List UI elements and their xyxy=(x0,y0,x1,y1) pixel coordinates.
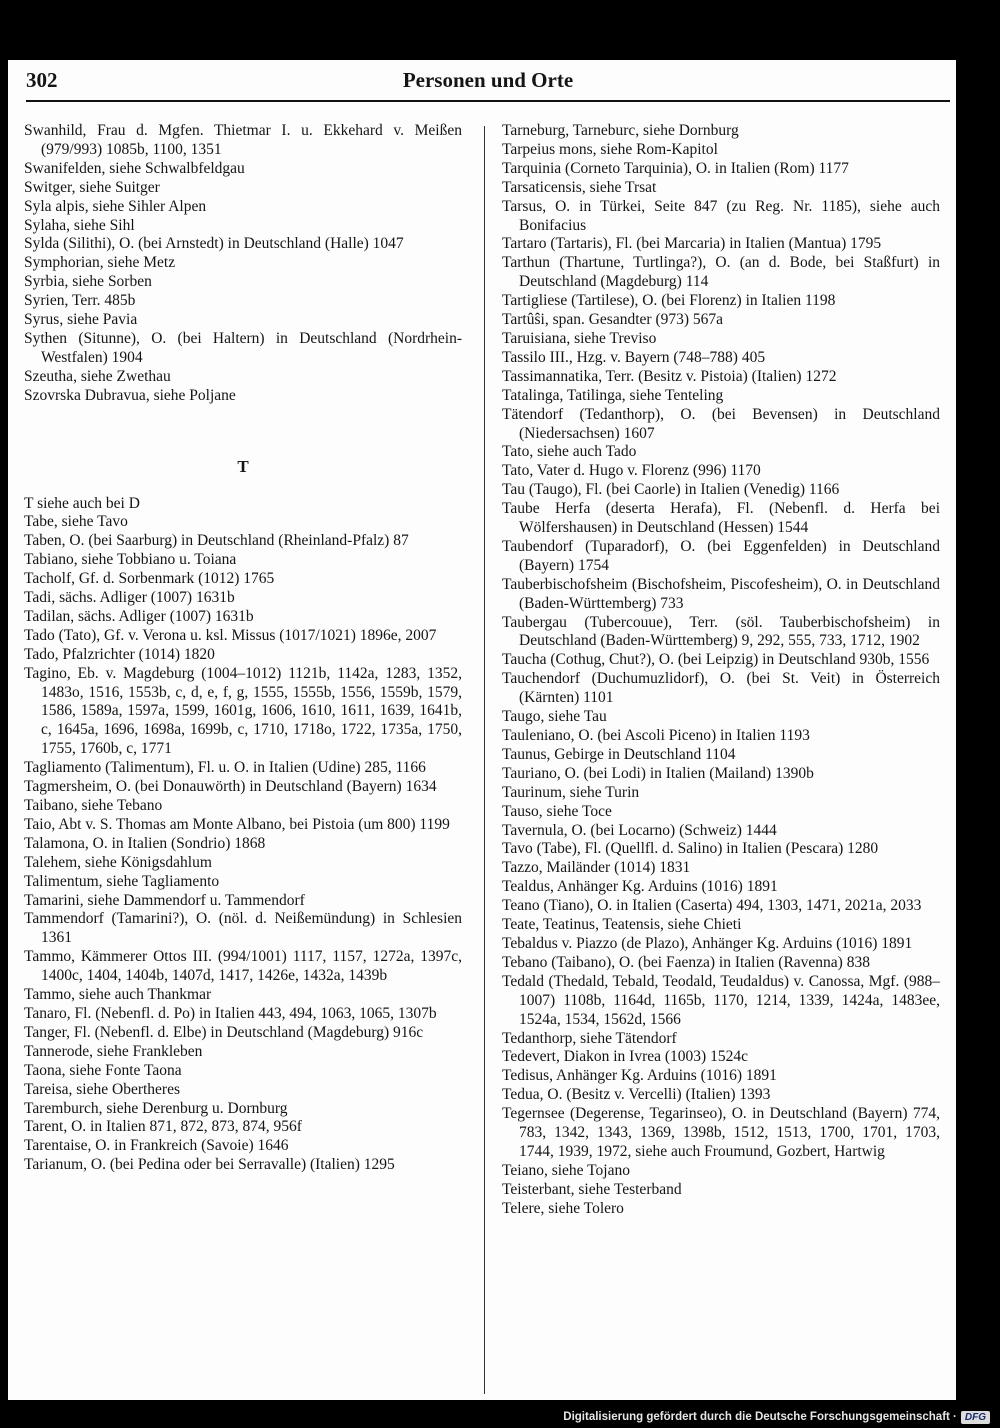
index-entry: Taube Herfa (deserta Herafa), Fl. (Nebenfl. d. Herfa bei Wölfershausen) in Deutschland (Hessen) 1544 xyxy=(502,500,940,537)
index-entry: Tauso, siehe Toce xyxy=(502,802,612,820)
index-entry: Taunus, Gebirge in Deutschland 1104 xyxy=(502,745,736,763)
index-entry: Syrien, Terr. 485b xyxy=(24,292,136,310)
index-entry: Tauchendorf (Duchumuzlidorf), O. (bei St. Veit) in Österreich (Kärnten) 1101 xyxy=(502,670,940,707)
index-entry: Taio, Abt v. S. Thomas am Monte Albano, bei Pistoia (um 800) 1199 xyxy=(24,815,450,833)
index-entry: Sylda (Silithi), O. (bei Arnstedt) in Deutschland (Halle) 1047 xyxy=(24,235,404,253)
index-entry: Tagino, Eb. v. Magdeburg (1004–1012) 1121b, 1142a, 1283, 1352, 1483o, 1516, 1553b, c, d, e, f, g, 1555, 1555b, 1556, 1559b, 1579, 1586, 1589a, 1597a, 1599, 1601g, 1606, 1610, 1611, 1639, 1641b, c, 1645a, 1696, 1698a, 1699b, c, 1710, 1718o, 1722, 1735a, 1750, 1755, 1760b, c, 1771 xyxy=(24,664,462,758)
index-entry: Tanaro, Fl. (Nebenfl. d. Po) in Italien 443, 494, 1063, 1065, 1307b xyxy=(24,1004,437,1022)
index-entry: Tabiano, siehe Tobbiano u. Toiana xyxy=(24,551,237,569)
column-divider xyxy=(484,126,485,1394)
index-entry: Tassilo III., Hzg. v. Bayern (748–788) 405 xyxy=(502,348,766,366)
index-entry: Tegernsee (Degerense, Tegarinseo), O. in Deutschland (Bayern) 774, 783, 1342, 1343, 1369, 1398b, 1512, 1513, 1700, 1701, 1703, 1744, 1939, 1972, siehe auch Froumund, Gozbert, Hartwig xyxy=(502,1105,940,1160)
index-entry: Tabe, siehe Tavo xyxy=(24,513,128,531)
footer xyxy=(563,1408,990,1426)
index-entry: Talamona, O. in Italien (Sondrio) 1868 xyxy=(24,834,266,852)
index-entry: Tagliamento (Talimentum), Fl. u. O. in Italien (Udine) 285, 1166 xyxy=(24,759,426,777)
index-entry: Tanger, Fl. (Nebenfl. d. Elbe) in Deutschland (Magdeburg) 916c xyxy=(24,1023,424,1041)
index-entry: Syla alpis, siehe Sihler Alpen xyxy=(24,197,207,215)
index-entry: Tarsaticensis, siehe Trsat xyxy=(502,178,657,196)
index-entry: Syrus, siehe Pavia xyxy=(24,311,138,329)
index-entry: Taubendorf (Tuparadorf), O. (bei Eggenfelden) in Deutschland (Bayern) 1754 xyxy=(502,537,940,574)
index-entry: Taremburch, siehe Derenburg u. Dornburg xyxy=(24,1099,288,1117)
index-entry: Tacholf, Gf. d. Sorbenmark (1012) 1765 xyxy=(24,570,275,588)
index-entry: Tannerode, siehe Frankleben xyxy=(24,1042,203,1060)
right-column xyxy=(502,122,940,1219)
page-number: 302 xyxy=(26,68,58,92)
index-entry: Taucha (Cothug, Chut?), O. (bei Leipzig) in Deutschland 930b, 1556 xyxy=(502,651,930,669)
page-title: Personen und Orte xyxy=(402,68,574,92)
footer-text: Digitalisierung gefördert durch die Deutsche Forschungsgemeinschaft · xyxy=(563,1411,957,1423)
index-entry: Teano (Tiano), O. in Italien (Caserta) 494, 1303, 1471, 2021a, 2033 xyxy=(502,897,922,915)
index-entry: Switger, siehe Suitger xyxy=(24,178,160,196)
index-entry: Tartigliese (Tartilese), O. (bei Florenz) in Italien 1198 xyxy=(502,292,836,310)
header-rule xyxy=(26,100,950,102)
index-entry: Teisterbant, siehe Testerband xyxy=(502,1180,682,1198)
index-entry: Tedua, O. (Besitz v. Vercelli) (Italien) 1393 xyxy=(502,1086,771,1104)
index-entry: Tealdus, Anhänger Kg. Arduins (1016) 1891 xyxy=(502,878,778,896)
index-entry: Szovrska Dubravua, siehe Poljane xyxy=(24,386,236,404)
index-entry: Tedevert, Diakon in Ivrea (1003) 1524c xyxy=(502,1048,748,1066)
index-entry: Tätendorf (Tedanthorp), O. (bei Bevensen) in Deutschland (Niedersachsen) 1607 xyxy=(502,405,940,442)
page-header xyxy=(26,68,950,100)
index-entry: Tartaro (Tartaris), Fl. (bei Marcaria) in Italien (Mantua) 1795 xyxy=(502,235,882,253)
index-entry: Talehem, siehe Königsdahlum xyxy=(24,853,212,871)
index-entry: Tauriano, O. (bei Lodi) in Italien (Mailand) 1390b xyxy=(502,764,814,782)
index-entry: Teate, Teatinus, Teatensis, siehe Chieti xyxy=(502,916,742,934)
index-entry: Taurinum, siehe Turin xyxy=(502,783,640,801)
index-entry: Sythen (Situnne), O. (bei Haltern) in Deutschland (Nordrhein-Westfalen) 1904 xyxy=(24,329,462,366)
index-entry: Tamarini, siehe Dammendorf u. Tammendorf xyxy=(24,891,305,909)
entries-right xyxy=(502,122,940,1219)
index-entry: Tatalinga, Tatilinga, siehe Tenteling xyxy=(502,386,724,404)
section-gap xyxy=(24,406,462,432)
index-entry: Tarthun (Thartune, Turtlinga?), O. (an d. Bode, bei Staßfurt) in Deutschland (Magdeburg) 114 xyxy=(502,254,940,291)
entries-s xyxy=(24,122,462,406)
index-entry: Tedanthorp, siehe Tätendorf xyxy=(502,1029,677,1047)
dfg-logo: DFG xyxy=(961,1411,990,1424)
page-sheet xyxy=(8,60,956,1400)
index-entry: Tauleniano, O. (bei Ascoli Piceno) in Italien 1193 xyxy=(502,727,810,744)
index-entry: Taibano, siehe Tebano xyxy=(24,797,163,814)
index-entry: Tado (Tato), Gf. v. Verona u. ksl. Missus (1017/1021) 1896e, 2007 xyxy=(24,626,437,644)
index-entry: Tedisus, Anhänger Kg. Arduins (1016) 1891 xyxy=(502,1067,777,1085)
index-entry: Taruisiana, siehe Treviso xyxy=(502,329,657,347)
index-entry: Tagmersheim, O. (bei Donauwörth) in Deutschland (Bayern) 1634 xyxy=(24,778,437,796)
index-entry: Tareisa, siehe Obertheres xyxy=(24,1080,180,1098)
left-column xyxy=(24,122,462,1175)
index-entry: Taubergau (Tubercouue), Terr. (söl. Tauberbischofsheim) in Deutschland (Baden-Württemberg) 9, 292, 555, 733, 1712, 1902 xyxy=(502,613,940,650)
index-entry: Tedald (Thedald, Tebald, Teodald, Teudaldus) v. Canossa, Mgf. (988–1007) 1108b, 1164d, 1165b, 1170, 1214, 1339, 1424a, 1483ee, 1524a, 1534, 1562d, 1566 xyxy=(502,972,940,1028)
index-entry: Swanifelden, siehe Schwalbfeldgau xyxy=(24,159,245,177)
index-entry: Teiano, siehe Tojano xyxy=(502,1161,630,1179)
index-entry: Tazzo, Mailänder (1014) 1831 xyxy=(502,859,691,877)
index-entry: Taben, O. (bei Saarburg) in Deutschland (Rheinland-Pfalz) 87 xyxy=(24,532,409,550)
index-entry: Tado, Pfalzrichter (1014) 1820 xyxy=(24,645,215,663)
index-entry: Sylaha, siehe Sihl xyxy=(24,216,135,234)
index-entry: Tato, siehe auch Tado xyxy=(502,443,637,461)
index-entry: Tarneburg, Tarneburc, siehe Dornburg xyxy=(502,122,739,139)
index-entry: T siehe auch bei D xyxy=(24,494,140,512)
index-entry: Tassimannatika, Terr. (Besitz v. Pistoia) (Italien) 1272 xyxy=(502,367,837,385)
index-entry: Telere, siehe Tolero xyxy=(502,1199,624,1217)
index-entry: Tadi, sächs. Adliger (1007) 1631b xyxy=(24,589,235,607)
index-entry: Tato, Vater d. Hugo v. Florenz (996) 1170 xyxy=(502,462,761,480)
index-entry: Taugo, siehe Tau xyxy=(502,708,607,726)
index-entry: Talimentum, siehe Tagliamento xyxy=(24,872,220,890)
index-entry: Taona, siehe Fonte Taona xyxy=(24,1061,182,1079)
index-entry: Tebano (Taibano), O. (bei Faenza) in Italien (Ravenna) 838 xyxy=(502,953,870,971)
index-entry: Syrbia, siehe Sorben xyxy=(24,273,152,291)
index-entry: Tauberbischofsheim (Bischofsheim, Piscofesheim), O. in Deutschland (Baden-Württemberg) 733 xyxy=(502,575,940,612)
index-entry: Tavo (Tabe), Fl. (Quellfl. d. Salino) in Italien (Pescara) 1280 xyxy=(502,840,879,858)
index-entry: Tarent, O. in Italien 871, 872, 873, 874, 956f xyxy=(24,1118,302,1136)
index-entry: Tau (Taugo), Fl. (bei Caorle) in Italien (Venedig) 1166 xyxy=(502,481,840,499)
index-entry: Tammo, Kämmerer Ottos III. (994/1001) 1117, 1157, 1272a, 1397c, 1400c, 1404, 1404b, 1407d, 1417, 1426e, 1432a, 1439b xyxy=(24,948,462,985)
index-entry: Tarianum, O. (bei Pedina oder bei Serravalle) (Italien) 1295 xyxy=(24,1156,395,1174)
index-entry: Tarentaise, O. in Frankreich (Savoie) 1646 xyxy=(24,1137,289,1155)
index-entry: Tadilan, sächs. Adliger (1007) 1631b xyxy=(24,607,254,625)
index-entry: Symphorian, siehe Metz xyxy=(24,254,176,272)
index-entry: Tammo, siehe auch Thankmar xyxy=(24,986,212,1004)
index-entry: Szeutha, siehe Zwethau xyxy=(24,367,171,385)
entries-t xyxy=(24,495,462,1176)
index-entry: Tarpeius mons, siehe Rom-Kapitol xyxy=(502,140,718,158)
index-entry: Tebaldus v. Piazzo (de Plazo), Anhänger Kg. Arduins (1016) 1891 xyxy=(502,934,913,952)
index-entry: Swanhild, Frau d. Mgfen. Thietmar I. u. Ekkehard v. Meißen (979/993) 1085b, 1100, 1351 xyxy=(24,122,462,158)
section-letter: T xyxy=(237,456,249,476)
index-entry: Tarsus, O. in Türkei, Seite 847 (zu Reg. Nr. 1185), siehe auch Bonifacius xyxy=(502,197,940,234)
index-entry: Tammendorf (Tamarini?), O. (nöl. d. Neißemündung) in Schlesien 1361 xyxy=(24,910,462,947)
index-entry: Tarquinia (Corneto Tarquinia), O. in Italien (Rom) 1177 xyxy=(502,159,849,177)
index-entry: Tartûŝi, span. Gesandter (973) 567a xyxy=(502,311,724,329)
index-entry: Tavernula, O. (bei Locarno) (Schweiz) 1444 xyxy=(502,821,777,839)
